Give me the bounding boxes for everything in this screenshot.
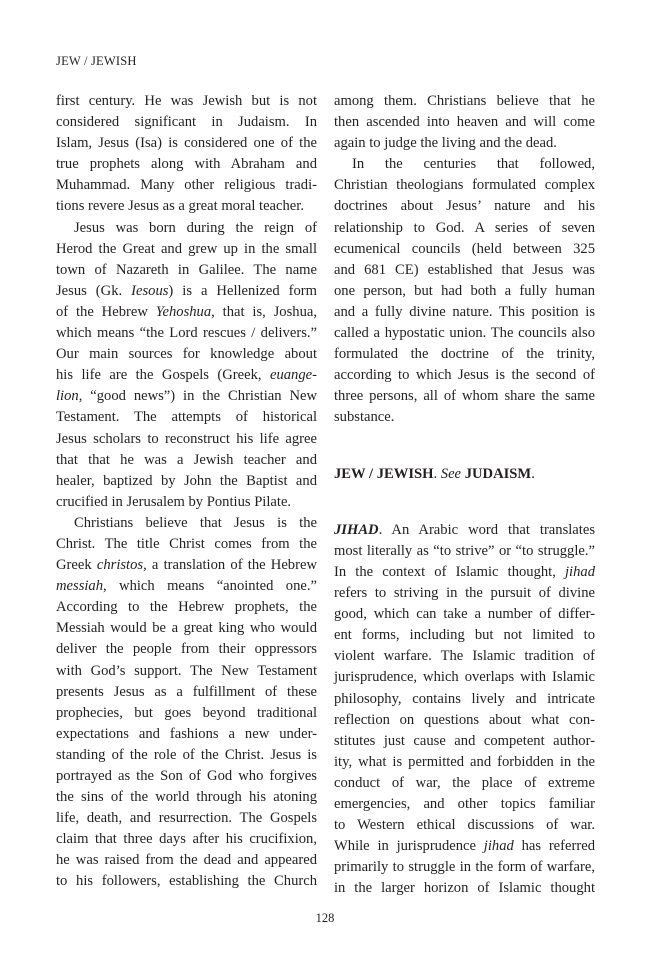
emphasis: Yehoshua xyxy=(155,303,212,320)
spacer xyxy=(334,450,595,464)
emphasis: jihad xyxy=(483,838,514,855)
text-line: among them. Christians believe that he xyxy=(334,93,595,109)
text-line: portrayed as the Son of God who forgives xyxy=(56,768,317,784)
text-line: violent warfare. The Islamic tradition of xyxy=(334,648,595,665)
text-line: three persons, all of whom share the same xyxy=(334,388,595,405)
text-line: tions revere Jesus as a great moral teacher. xyxy=(56,198,304,215)
right-column xyxy=(334,91,595,899)
text-line: Christian theologians formulated complex xyxy=(334,177,595,194)
text-line: to his followers, establishing the Church xyxy=(56,873,317,890)
text-line: standing of the role of the Christ. Jesus is xyxy=(56,746,317,763)
spacer xyxy=(334,506,595,520)
text-line: prophecies, but goes beyond traditional xyxy=(56,704,317,721)
text-line: his life are the Gospels (Greek, euange- xyxy=(56,367,317,384)
text-line: crucified in Jerusalem by Pontius Pilate. xyxy=(56,493,292,510)
text-line: again to judge the living and the dead. xyxy=(334,135,557,152)
text-line: doctrines about Jesus’ nature and his xyxy=(334,198,595,215)
text-line: in the larger horizon of Islamic thought xyxy=(334,880,595,897)
text-line: Islam, Jesus (Isa) is considered one of the xyxy=(56,135,317,152)
emphasis: jihad xyxy=(565,563,595,580)
emphasis: See xyxy=(440,465,462,482)
text-line: While in jurisprudence jihad has referred xyxy=(334,838,595,855)
text-line: to Western ethical discussions of war. xyxy=(334,817,595,834)
emphasis: lion xyxy=(56,388,79,405)
text-line: messiah, which means “anointed one.” xyxy=(56,578,317,595)
emphasis: messiah xyxy=(56,578,104,595)
text-line: Muhammad. Many other religious tradi- xyxy=(56,177,317,194)
text-line: one person, but had both a fully human xyxy=(334,282,595,299)
text-line: Jesus (Gk. Iesous) is a Hellenized form xyxy=(56,282,317,299)
text-line: good, which can take a number of differ- xyxy=(334,606,595,623)
text-line: Christians believe that Jesus is the xyxy=(74,514,317,531)
text-line: he was raised from the dead and appeared xyxy=(56,852,317,869)
text-line: and a fully divine nature. This position is xyxy=(334,303,595,320)
text-line: Jesus scholars to reconstruct his life agree xyxy=(56,430,317,447)
text-line: considered significant in Judaism. In xyxy=(56,114,317,131)
page-number: 128 xyxy=(315,911,335,925)
text-line: Our main sources for knowledge about xyxy=(56,346,317,363)
text-line: life, death, and resurrection. The Gospels xyxy=(56,810,317,827)
text-line: which means “the Lord rescues / delivers.” xyxy=(56,325,317,342)
text-line: Jesus was born during the reign of xyxy=(74,219,317,236)
text-line: relationship to God. A series of seven xyxy=(334,219,595,236)
text-line: refers to striving in the pursuit of divine xyxy=(334,585,595,602)
text-line: Messiah would be a great king who would xyxy=(56,620,317,637)
text-line: formulated the doctrine of the trinity, xyxy=(334,346,595,363)
text-line: with God’s support. The New Testament xyxy=(56,662,317,679)
spacer xyxy=(334,485,595,506)
text-line: of the Hebrew Yehoshua, that is, Joshua, xyxy=(56,303,317,320)
text-line: healer, baptized by John the Baptist and xyxy=(56,472,317,489)
text-line: philosophy, contains lively and intricate xyxy=(334,690,595,707)
text-line: presents Jesus as a fulfillment of these xyxy=(56,683,317,700)
text-line: According to the Hebrew prophets, the xyxy=(56,599,317,616)
spacer xyxy=(334,429,595,450)
headword: JUDAISM xyxy=(464,465,532,482)
text-line: primarily to struggle in the form of warfare, xyxy=(334,859,595,876)
text-line: ity, what is permitted and forbidden in the xyxy=(334,753,595,770)
emphasis: euange- xyxy=(269,367,317,384)
text-line: substance. xyxy=(334,409,395,426)
text-line: and 681 CE) established that Jesus was xyxy=(334,261,595,278)
text-line: emergencies, and other topics familiar xyxy=(334,796,595,812)
text-line: Herod the Great and grew up in the small xyxy=(56,240,317,257)
text-line: ecumenical councils (held between 325 xyxy=(334,240,595,257)
text-line: town of Nazareth in Galilee. The name xyxy=(56,261,317,278)
text-line: according to which Jesus is the second of xyxy=(334,367,595,384)
text-line: In the context of Islamic thought, jihad xyxy=(334,563,595,580)
text-line: lion, “good news”) in the Christian New xyxy=(56,388,317,405)
text-line: reflection on questions about what con- xyxy=(334,711,595,728)
text-line: the sins of the world through his atoning xyxy=(56,789,317,806)
text-line: true prophets along with Abraham and xyxy=(56,156,317,173)
text-line: Christ. The title Christ comes from the xyxy=(56,535,317,552)
text-line: first century. He was Jewish but is not xyxy=(56,93,317,109)
text-line: deliver the people from their oppressors xyxy=(56,641,317,658)
text-line: claim that three days after his crucifixion, xyxy=(56,831,317,848)
text-line: conduct of war, the place of extreme xyxy=(334,774,595,791)
text-line: JIHAD. An Arabic word that translates xyxy=(334,521,595,538)
text-line: Testament. The attempts of historical xyxy=(56,409,317,426)
left-column xyxy=(56,91,317,893)
headword: JEW / JEWISH xyxy=(334,465,434,482)
text-line: jurisprudence, which overlaps with Islamic xyxy=(334,669,595,686)
headword: JIHAD xyxy=(334,521,379,538)
text-line: stitutes just cause and competent author- xyxy=(334,732,595,749)
text-line: most literally as “to strive” or “to struggle.” xyxy=(334,542,595,559)
text-line: that that he was a Jewish teacher and xyxy=(56,451,317,468)
text-line: ent forms, including but not limited to xyxy=(334,627,595,644)
emphasis: christos xyxy=(96,557,144,574)
text-line: then ascended into heaven and will come xyxy=(334,114,595,131)
text-line: expectations and fashions a new under- xyxy=(56,725,317,742)
text-line: In the centuries that followed, xyxy=(352,156,595,173)
text-line: Greek christos, a translation of the Hebrew xyxy=(56,557,317,574)
text-line: JEW / JEWISH. See JUDAISM. xyxy=(334,465,535,482)
running-head: JEW / JEWISH xyxy=(56,54,137,68)
text-line: called a hypostatic union. The councils also xyxy=(334,325,595,342)
emphasis: Iesous xyxy=(131,282,169,299)
